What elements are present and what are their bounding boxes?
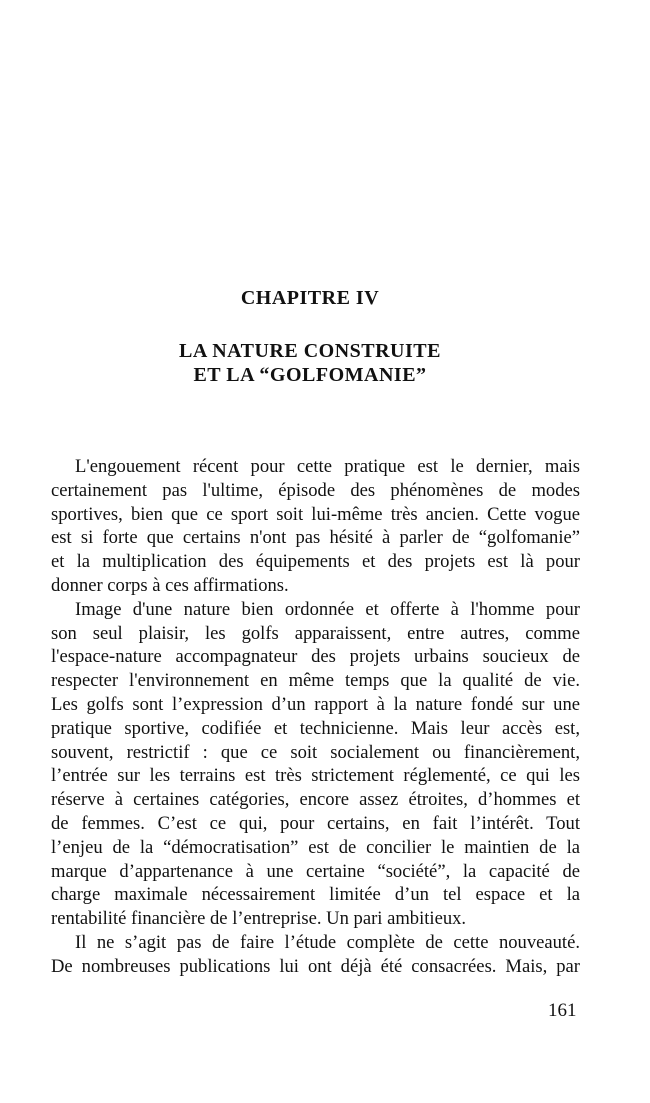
text-line: l’enjeu de la “démocratisation” est de concilier le maintien de la — [51, 836, 580, 858]
text-line: Il ne s’agit pas de faire l’étude complète de cette nouveauté. — [75, 931, 580, 953]
text-line: rentabilité financière de l’entreprise. Un pari ambitieux. — [51, 908, 467, 930]
text-line: l’entrée sur les terrains est très strictement réglementé, ce qui les — [51, 765, 580, 787]
text-line: marque d’appartenance à une certaine “société”, la capacité de — [51, 860, 580, 882]
text-line: et la multiplication des équipements et des projets est là pour — [51, 551, 580, 573]
text-line: sportives, bien que ce sport soit lui-même très ancien. Cette vogue — [51, 503, 580, 525]
text-line: Les golfs sont l’expression d’un rapport à la nature fondé sur une — [51, 693, 580, 715]
body-text — [51, 455, 580, 979]
text-line: Image d'une nature bien ordonnée et offerte à l'homme pour — [75, 598, 580, 620]
text-line: De nombreuses publications lui ont déjà été consacrées. Mais, par — [51, 955, 580, 977]
text-line: l'espace-nature accompagnateur des projets urbains soucieux de — [51, 646, 580, 668]
page-number: 161 — [548, 1000, 577, 1021]
chapter-title-line-2: ET LA “GOLFOMANIE” — [193, 364, 427, 386]
text-line: donner corps à ces affirmations. — [51, 574, 289, 596]
text-line: pratique sportive, codifiée et technicienne. Mais leur accès est, — [51, 717, 580, 739]
chapter-number: CHAPITRE IV — [240, 287, 380, 309]
text-line: de femmes. C’est ce qui, pour certains, en fait l’intérêt. Tout — [51, 812, 580, 834]
text-line: L'engouement récent pour cette pratique est le dernier, mais — [75, 456, 580, 477]
chapter-title-line-1: LA NATURE CONSTRUITE — [179, 340, 441, 362]
text-line: charge maximale nécessairement limitée d’un tel espace et la — [51, 884, 580, 906]
text-line: certainement pas l'ultime, épisode des phénomènes de modes — [51, 479, 580, 501]
text-line: réserve à certaines catégories, encore assez étroites, d’hommes et — [51, 789, 580, 811]
text-line: souvent, restrictif : que ce soit socialement ou financièrement, — [51, 741, 580, 763]
text-line: respecter l'environnement en même temps que la qualité de vie. — [51, 670, 580, 692]
text-line: son seul plaisir, les golfs apparaissent, entre autres, comme — [51, 622, 580, 644]
text-line: est si forte que certains n'ont pas hésité à parler de “golfomanie” — [51, 527, 580, 549]
